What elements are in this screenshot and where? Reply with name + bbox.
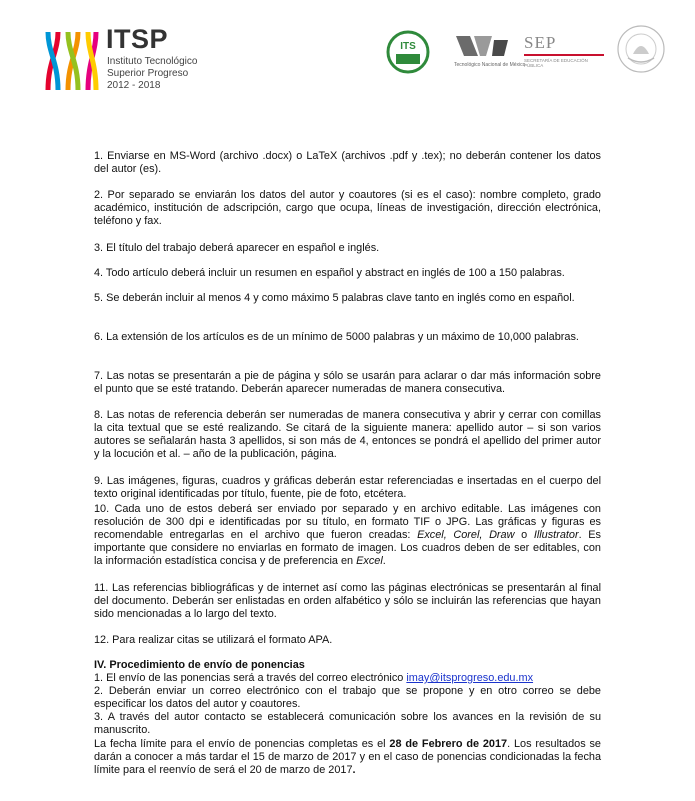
list-item: 5. Se deberán incluir al menos 4 y como máximo 5 palabras clave tanto en inglés como en español. — [94, 292, 575, 304]
sep-logo-title: SEP — [524, 33, 557, 52]
instructions-body — [94, 150, 601, 776]
itsp-logo-title: ITSP — [106, 24, 169, 54]
list-item: 3. El título del trabajo deberá aparecer en español e inglés. — [94, 242, 380, 254]
deadline-period: . — [352, 763, 356, 776]
list-item: 1. Enviarse en MS-Word (archivo .docx) o LaTeX (archivos .pdf y .tex); no deberán contener los datos del autor (es). — [94, 150, 601, 176]
list-item: 7. Las notas se presentarán a pie de página y sólo se usarán para aclarar o dar más información sobre el punto que se esté tratando. Deberán aparecer numeradas de manera consecutiva. — [94, 370, 601, 396]
itsp-logo-icon — [42, 22, 100, 92]
sep-logo-subtitle: SECRETARÍA DE EDUCACIÓN PÚBLICA — [524, 58, 588, 68]
mexico-seal-icon — [616, 24, 666, 74]
item-10-text-2: . Es importante que considere no enviarlas en formato de imagen. Los cuadros deben de ser editables, con la información estadística concisa y de preferencia en — [94, 529, 601, 568]
item-10-period: . — [382, 555, 386, 568]
deadline-text-2: . Los resultados se darán a conocer a más tardar el 15 de marzo de 2017 y en el caso de ponencias condicionadas la fecha límite para el reenvío de será el 20 de marzo de 2017 — [94, 737, 601, 776]
list-item: 4. Todo artículo deberá incluir un resumen en español y abstract en inglés de 100 a 150 palabras. — [94, 267, 565, 279]
list-item: 2. Por separado se enviarán los datos del autor y coautores (si es el caso): nombre completo, grado académico, institución de adscripción, cargo que ocupa, líneas de investigación, dirección electrónica, teléfono y fax. — [94, 189, 601, 228]
section-4-step-1-text: 1. El envío de las ponencias será a través del correo electrónico — [94, 672, 407, 685]
itsp-logo-years: 2012 - 2018 — [107, 80, 161, 91]
section-4-deadline — [94, 738, 601, 777]
its-emblem-icon — [386, 30, 430, 74]
itsp-logo-line2: Superior Progreso — [107, 68, 189, 79]
item-10-excel: Excel — [356, 555, 383, 568]
sep-logo — [524, 33, 606, 73]
instructions-list — [94, 150, 601, 523]
list-item: 9. Las imágenes, figuras, cuadros y gráficas deberán estar referenciadas e insertadas en el cuerpo del texto original identificadas por título, fuente, pie de foto, etcétera. — [94, 475, 601, 501]
item-10-illustrator: Illustrator — [533, 529, 579, 542]
tecnm-logo-label: Tecnológico Nacional de México — [454, 62, 526, 68]
item-10-text: 10. Cada uno de estos deberá ser enviado por separado y en archivo editable. Las imágenes con resolución de 300 dpi e identificadas por su título, en formato TIF o JPG. Las gráficas y figuras es recomendable entregarlas en el archivo que fueron creadas: — [94, 503, 601, 542]
deadline-date: 28 de Febrero de 2017 — [389, 737, 508, 750]
section-4-step-1 — [94, 672, 601, 685]
item-10-programs: Excel, Corel, Draw — [417, 529, 515, 542]
section-4-step-3: 3. A través del autor contacto se establecerá comunicación sobre los avances en la revisión de su manuscrito. — [94, 711, 601, 737]
list-item: 6. La extensión de los artículos es de un mínimo de 5000 palabras y un máximo de 10,000 palabras. — [94, 331, 579, 343]
its-emblem-label: ITS — [400, 41, 416, 52]
deadline-text: La fecha límite para el envío de ponencias completas es el — [94, 737, 390, 750]
sep-logo-rule — [524, 54, 604, 56]
tecnm-logo-icon — [452, 34, 526, 70]
item-11: 11. Las referencias bibliográficas y de internet así como las páginas electrónicas se presentarán al final del documento. Deberán ser enlistadas en orden alfabético y sólo se incluirán las referencias que hayan sido mencionadas a lo largo del texto. — [94, 582, 601, 621]
itsp-logo-subtitle — [107, 56, 197, 92]
list-item: 8. Las notas de referencia deberán ser numeradas de manera consecutiva y abrir y cerrar con comillas la cita textual que se esté realizando. Se citará de la siguiente manera: apellido autor – si son varios autores se señalarán hasta 3 apellidos, si son más de 4, entonces se pondrá el apellido del primer autor y la locución et al. – año de la publicación, página. — [94, 409, 601, 461]
item-10-or: o — [514, 529, 534, 542]
itsp-logo-line1: Instituto Tecnológico — [107, 56, 198, 67]
contact-email-link[interactable]: imay@itsprogreso.edu.mx — [406, 672, 534, 685]
section-4-title: IV. Procedimiento de envío de ponencias — [94, 659, 305, 671]
page-header — [0, 0, 695, 110]
section-4 — [94, 659, 601, 777]
item-12: 12. Para realizar citas se utilizará el formato APA. — [94, 634, 333, 646]
item-10 — [94, 503, 601, 568]
section-4-step-2: 2. Deberán enviar un correo electrónico con el trabajo que se propone y en otro correo se debe especificar los datos del autor y coautores. — [94, 685, 601, 711]
